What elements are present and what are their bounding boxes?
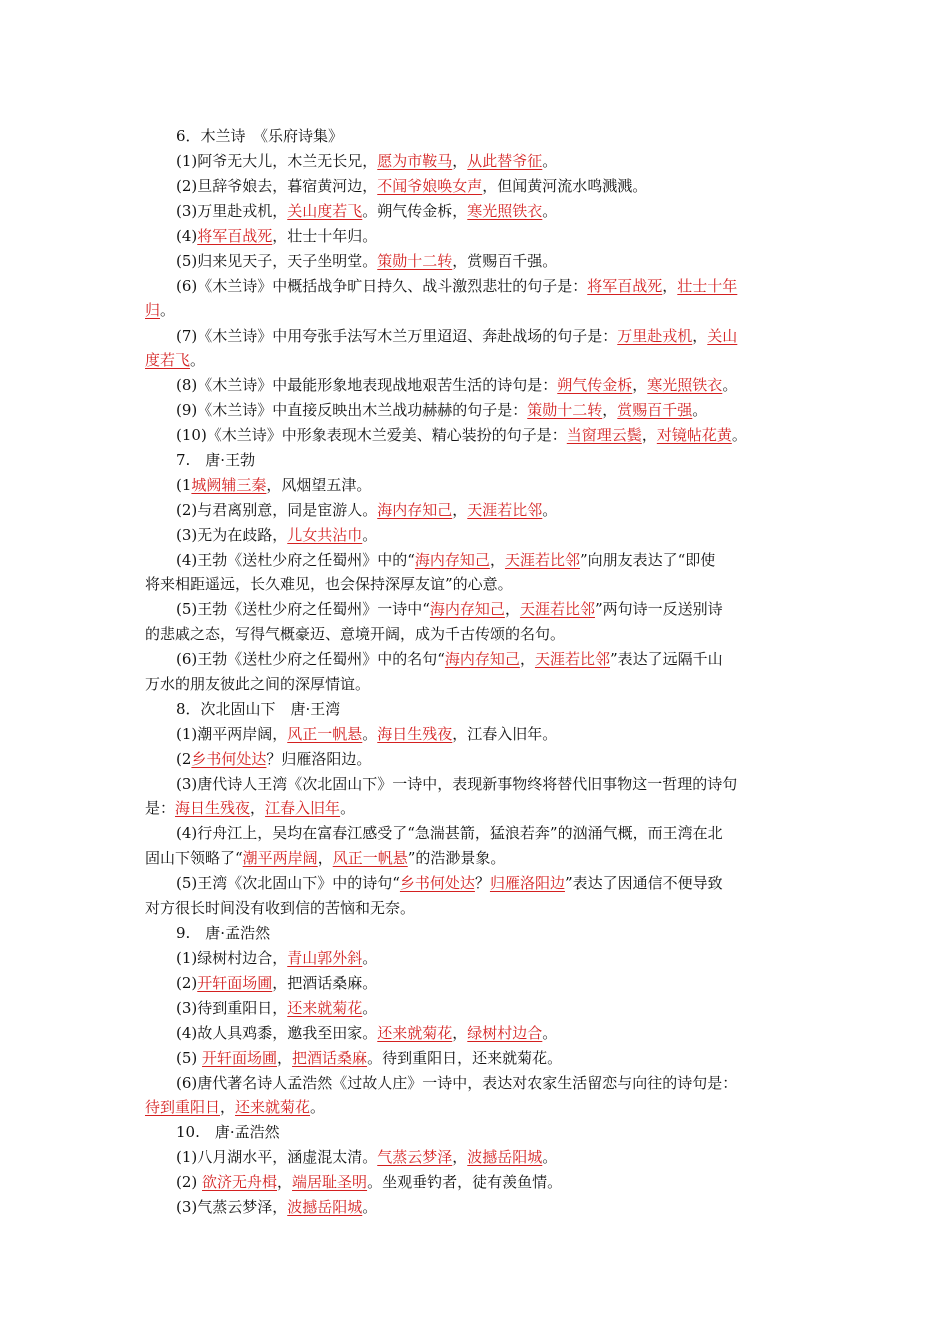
answer-text: 风正一帆悬: [332, 849, 408, 867]
answer-text: 关山: [707, 327, 738, 345]
answer-text: 策勋十二转: [527, 401, 603, 419]
question-line: (8)《木兰诗》中最能形象地表现战地艰苦生活的诗句是：朔气传金柝，寒光照铁衣。: [176, 376, 738, 394]
question-line: (6)《木兰诗》中概括战争旷日持久、战斗激烈悲壮的句子是：将军百战死，壮士十年: [176, 277, 738, 295]
question-line: 待到重阳日，还来就菊花。: [145, 1098, 326, 1116]
poem-line: (1城阙辅三秦，风烟望五津。: [176, 476, 372, 494]
answer-text: 风正一帆悬: [287, 725, 363, 743]
answer-text: 壮士十年: [677, 277, 738, 295]
answer-text: 待到重阳日: [145, 1098, 221, 1116]
answer-text: 海内存知己: [429, 600, 505, 618]
answer-text: 江春入旧年: [265, 799, 341, 817]
answer-text: 城阙辅三秦: [191, 476, 267, 494]
answer-text: 乡书何处达: [399, 874, 475, 892]
answer-text: 将军百战死: [197, 227, 273, 245]
question-line: 万水的朋友彼此之间的深厚情谊。: [145, 675, 371, 693]
question-line: (10)《木兰诗》中形象表现木兰爱美、精心装扮的句子是：当窗理云鬓，对镜帖花黄。: [176, 426, 747, 444]
answer-text: 从此替爷征: [467, 152, 543, 170]
poem-line: (3)气蒸云梦泽，波撼岳阳城。: [176, 1198, 378, 1216]
question-line: 度若飞。: [145, 351, 206, 369]
answer-text: 寒光照铁衣: [647, 376, 723, 394]
question-line: (5)王勃《送杜少府之任蜀州》一诗中“海内存知己，天涯若比邻”两句诗一反送别诗: [176, 600, 723, 618]
answer-text: 波撼岳阳城: [467, 1148, 543, 1166]
question-line: (9)《木兰诗》中直接反映出木兰战功赫赫的句子是：策勋十二转，赏赐百千强。: [176, 401, 708, 419]
poem-line: (3)万里赴戎机，关山度若飞。朔气传金柝，寒光照铁衣。: [176, 202, 558, 220]
answer-text: 青山郭外斜: [287, 949, 363, 967]
answer-text: 赏赐百千强: [617, 401, 693, 419]
answer-text: 还来就菊花: [287, 999, 363, 1017]
answer-text: 不闻爷娘唤女声: [377, 177, 483, 195]
poem-line: (2)旦辞爷娘去，暮宿黄河边，不闻爷娘唤女声，但闻黄河流水鸣溅溅。: [176, 177, 648, 195]
answer-text: 愿为市鞍马: [377, 152, 453, 170]
answer-text: 天涯若比邻: [467, 501, 543, 519]
answer-text: 天涯若比邻: [519, 600, 595, 618]
question-line: 是：海日生残夜，江春入旧年。: [145, 799, 356, 817]
answer-text: 海日生残夜: [377, 725, 453, 743]
answer-text: 还来就菊花: [377, 1024, 453, 1042]
poem-line: (3)待到重阳日，还来就菊花。: [176, 999, 378, 1017]
answer-text: 气蒸云梦泽: [377, 1148, 453, 1166]
answer-text: 归雁洛阳边: [489, 874, 565, 892]
answer-text: 寒光照铁衣: [467, 202, 543, 220]
answer-text: 潮平两岸阔: [242, 849, 318, 867]
answer-text: 归: [145, 301, 161, 319]
poem-line: (4)将军百战死，壮士十年归。: [176, 227, 378, 245]
answer-text: 把酒话桑麻: [292, 1049, 368, 1067]
answer-text: 天涯若比邻: [534, 650, 610, 668]
answer-text: 海日生残夜: [175, 799, 251, 817]
answer-text: 绿树村边合: [467, 1024, 543, 1042]
answer-text: 万里赴戎机: [617, 327, 693, 345]
answer-text: 端居耻圣明: [292, 1173, 368, 1191]
question-line: (7)《木兰诗》中用夸张手法写木兰万里迢迢、奔赴战场的句子是：万里赴戎机，关山: [176, 327, 738, 345]
answer-text: 开轩面场圃: [202, 1049, 278, 1067]
section-heading: 9. 唐·孟浩然: [176, 924, 271, 942]
section-heading: 7. 唐·王勃: [176, 451, 256, 469]
question-line: (5)王湾《次北固山下》中的诗句“乡书何处达？归雁洛阳边”表达了因通信不便导致: [176, 874, 723, 892]
answer-text: 海内存知己: [377, 501, 453, 519]
question-line: (4)王勃《送杜少府之任蜀州》中的“海内存知己，天涯若比邻”向朋友表达了“即使: [176, 551, 716, 569]
section-heading: 6．木兰诗 《乐府诗集》: [176, 127, 344, 145]
poem-line: (1)绿树村边合，青山郭外斜。: [176, 949, 378, 967]
section-heading: 8．次北固山下 唐·王湾: [176, 700, 341, 718]
question-line: (4)行舟江上，吴均在富春江感受了“急湍甚箭，猛浪若奔”的汹涌气概，而王湾在北: [176, 824, 723, 842]
poem-line: (4)故人具鸡黍，邀我至田家。还来就菊花，绿树村边合。: [176, 1024, 558, 1042]
poem-line: (2) 欲济无舟楫，端居耻圣明。坐观垂钓者，徒有羡鱼情。: [176, 1173, 563, 1191]
poem-line: (1)八月湖水平，涵虚混太清。气蒸云梦泽，波撼岳阳城。: [176, 1148, 558, 1166]
answer-text: 儿女共沾巾: [287, 526, 363, 544]
question-line: 归。: [145, 301, 176, 319]
poem-line: (3)无为在歧路，儿女共沾巾。: [176, 526, 378, 544]
answer-text: 对镜帖花黄: [656, 426, 732, 444]
answer-text: 天涯若比邻: [504, 551, 580, 569]
poem-line: (2)开轩面场圃，把酒话桑麻。: [176, 974, 378, 992]
poem-line: (5) 开轩面场圃，把酒话桑麻。待到重阳日，还来就菊花。: [176, 1049, 563, 1067]
answer-text: 海内存知己: [444, 650, 520, 668]
answer-text: 波撼岳阳城: [287, 1198, 363, 1216]
section-heading: 10. 唐·孟浩然: [176, 1123, 280, 1141]
poem-line: (1)潮平两岸阔，风正一帆悬。海日生残夜，江春入旧年。: [176, 725, 558, 743]
question-line: 固山下领略了“潮平两岸阔，风正一帆悬”的浩渺景象。: [145, 849, 506, 867]
answer-text: 欲济无舟楫: [202, 1173, 278, 1191]
answer-text: 海内存知己: [414, 551, 490, 569]
answer-text: 朔气传金柝: [557, 376, 633, 394]
poem-line: (5)归来见天子，天子坐明堂。策勋十二转，赏赐百千强。: [176, 252, 558, 270]
answer-text: 策勋十二转: [377, 252, 453, 270]
question-line: (3)唐代诗人王湾《次北固山下》一诗中，表现新事物终将替代旧事物这一哲理的诗句: [176, 775, 738, 793]
answer-text: 乡书何处达: [191, 750, 267, 768]
answer-text: 度若飞: [145, 351, 191, 369]
answer-text: 当窗理云鬓: [566, 426, 642, 444]
question-line: (6)王勃《送杜少府之任蜀州》中的名句“海内存知己，天涯若比邻”表达了远隔千山: [176, 650, 723, 668]
answer-text: 将军百战死: [587, 277, 663, 295]
question-line: 对方很长时间没有收到信的苦恼和无奈。: [145, 899, 416, 917]
question-line: 将来相距遥远，长久难见，也会保持深厚友谊”的心意。: [145, 575, 513, 593]
poem-line: (1)阿爷无大儿，木兰无长兄，愿为市鞍马，从此替爷征。: [176, 152, 558, 170]
question-line: (6)唐代著名诗人孟浩然《过故人庄》一诗中，表达对农家生活留恋与向往的诗句是：: [176, 1074, 738, 1092]
answer-text: 关山度若飞: [287, 202, 363, 220]
answer-text: 开轩面场圃: [197, 974, 273, 992]
poem-line: (2)与君离别意，同是宦游人。海内存知己，天涯若比邻。: [176, 501, 558, 519]
question-line: 的悲戚之态，写得气概豪迈、意境开阔，成为千古传颂的名句。: [145, 625, 566, 643]
answer-text: 还来就菊花: [235, 1098, 311, 1116]
poem-line: (2乡书何处达？归雁洛阳边。: [176, 750, 372, 768]
